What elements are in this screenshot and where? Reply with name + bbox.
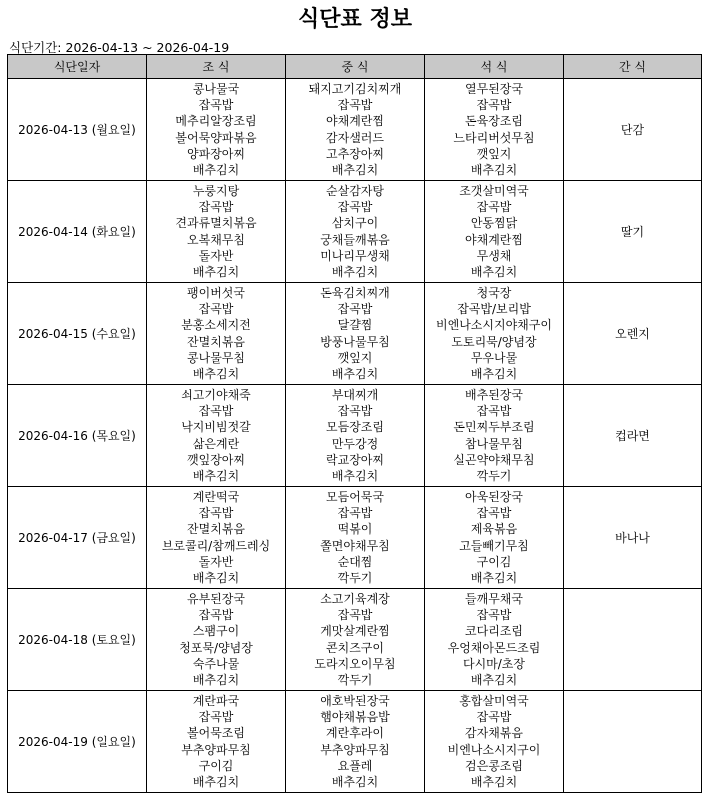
dish-item: 비엔나소시지야채구이 xyxy=(436,318,552,333)
snack-cell xyxy=(564,589,702,691)
date-cell: 2026-04-18 (토요일) xyxy=(8,589,147,691)
dish-item: 계란파국 xyxy=(192,693,240,708)
header-snack: 간 식 xyxy=(564,55,702,79)
dish-item: 돌자반 xyxy=(198,248,234,263)
dish-item: 요플레 xyxy=(337,758,373,773)
dish-item: 배추김치 xyxy=(331,775,379,790)
dish-item: 잡곡밥 xyxy=(337,403,373,418)
snack-cell xyxy=(564,691,702,793)
dish-item: 잡곡밥 xyxy=(476,199,512,214)
dish-item: 게맛살계란찜 xyxy=(320,624,390,639)
dish-item: 배추김치 xyxy=(331,469,379,484)
dish-item: 잡곡밥 xyxy=(476,607,512,622)
lunch-cell xyxy=(286,691,425,793)
breakfast-cell xyxy=(147,487,286,589)
date-cell: 2026-04-14 (화요일) xyxy=(8,181,147,283)
date-cell: 2026-04-16 (목요일) xyxy=(8,385,147,487)
lunch-cell xyxy=(286,79,425,181)
dish-item: 잡곡밥 xyxy=(198,607,234,622)
dish-item: 깍두기 xyxy=(337,571,373,586)
dish-item: 고들빼기무침 xyxy=(459,538,529,553)
dinner-cell xyxy=(425,589,564,691)
dish-item: 깻잎지 xyxy=(476,146,512,161)
dish-item: 순살감자탕 xyxy=(326,183,384,198)
dish-item: 깍두기 xyxy=(337,673,373,688)
dish-item: 만두강정 xyxy=(331,436,379,451)
table-row xyxy=(8,79,702,181)
dish-item: 잡곡밥 xyxy=(337,199,373,214)
lunch-cell xyxy=(286,385,425,487)
dish-item: 도라지오이무침 xyxy=(314,656,396,671)
dish-item: 삼치구이 xyxy=(331,216,379,231)
dish-item: 제육볶음 xyxy=(470,522,518,537)
snack-cell: 단감 xyxy=(564,79,702,181)
date-cell: 2026-04-15 (수요일) xyxy=(8,283,147,385)
dish-item: 잡곡밥 xyxy=(337,97,373,112)
header-dinner: 석 식 xyxy=(425,55,564,79)
dinner-cell xyxy=(425,487,564,589)
dish-item: 배추김치 xyxy=(192,775,240,790)
lunch-cell xyxy=(286,181,425,283)
dish-item: 구이김 xyxy=(198,758,234,773)
dish-item: 누룽지탕 xyxy=(192,183,240,198)
dish-item: 잡곡밥 xyxy=(198,505,234,520)
dinner-cell xyxy=(425,79,564,181)
dish-item: 애호박된장국 xyxy=(320,693,390,708)
dish-item: 부추양파무침 xyxy=(181,742,251,757)
dish-item: 잔멸치볶음 xyxy=(187,334,245,349)
table-row xyxy=(8,385,702,487)
lunch-cell xyxy=(286,487,425,589)
table-header-row xyxy=(8,55,702,79)
dish-item: 배추김치 xyxy=(470,673,518,688)
table-body xyxy=(8,79,702,793)
dish-item: 잡곡밥 xyxy=(476,403,512,418)
dish-item: 부추양파무침 xyxy=(320,742,390,757)
dish-item: 잡곡밥 xyxy=(198,199,234,214)
date-cell: 2026-04-17 (금요일) xyxy=(8,487,147,589)
dish-item: 돌자반 xyxy=(198,554,234,569)
dish-item: 볼어묵양파볶음 xyxy=(175,130,257,145)
dish-item: 궁채들깨볶음 xyxy=(320,232,390,247)
dish-item: 배추된장국 xyxy=(465,387,523,402)
dinner-cell xyxy=(425,385,564,487)
dish-item: 모듬어묵국 xyxy=(326,489,384,504)
dish-item: 부대찌개 xyxy=(331,387,379,402)
snack-cell: 오렌지 xyxy=(564,283,702,385)
dish-item: 쇠고기야채죽 xyxy=(181,387,251,402)
dish-item: 코다리조림 xyxy=(465,624,523,639)
dish-item: 양파장아찌 xyxy=(187,146,245,161)
dish-item: 야채계란찜 xyxy=(465,232,523,247)
header-lunch: 중 식 xyxy=(286,55,425,79)
dish-item: 배추김치 xyxy=(331,265,379,280)
snack-cell: 바나나 xyxy=(564,487,702,589)
dish-item: 배추김치 xyxy=(331,367,379,382)
dish-item: 들깨무채국 xyxy=(465,591,523,606)
lunch-cell xyxy=(286,589,425,691)
dish-item: 낙지비빔젓갈 xyxy=(181,420,251,435)
dish-item: 잡곡밥 xyxy=(198,97,234,112)
breakfast-cell xyxy=(147,79,286,181)
snack-cell: 딸기 xyxy=(564,181,702,283)
dish-item: 계란떡국 xyxy=(192,489,240,504)
menu-table xyxy=(7,54,702,793)
dish-item: 잡곡밥 xyxy=(476,505,512,520)
dish-item: 잡곡밥 xyxy=(476,97,512,112)
dish-item: 배추김치 xyxy=(192,367,240,382)
dish-item: 잡곡밥 xyxy=(476,709,512,724)
dish-item: 돈민찌두부조림 xyxy=(453,420,535,435)
dish-item: 무우나물 xyxy=(470,350,518,365)
table-row xyxy=(8,487,702,589)
breakfast-cell xyxy=(147,385,286,487)
dish-item: 모듬장조림 xyxy=(326,420,384,435)
dish-item: 열무된장국 xyxy=(465,81,523,96)
lunch-cell xyxy=(286,283,425,385)
dish-item: 삶은계란 xyxy=(192,436,240,451)
dish-item: 홍합살미역국 xyxy=(459,693,529,708)
dish-item: 쫄면야채무침 xyxy=(320,538,390,553)
dish-item: 달걀찜 xyxy=(337,318,373,333)
dish-item: 유부된장국 xyxy=(187,591,245,606)
dish-item: 다시마/초장 xyxy=(462,656,525,671)
dish-item: 콘치즈구이 xyxy=(326,640,384,655)
header-breakfast: 조 식 xyxy=(147,55,286,79)
dish-item: 깻잎장아찌 xyxy=(187,452,245,467)
dish-item: 소고기육계장 xyxy=(320,591,390,606)
breakfast-cell xyxy=(147,181,286,283)
dish-item: 감자채볶음 xyxy=(465,726,523,741)
dinner-cell xyxy=(425,283,564,385)
table-row xyxy=(8,589,702,691)
table-row xyxy=(8,691,702,793)
dish-item: 잡곡밥 xyxy=(198,403,234,418)
dish-item: 느타리버섯무침 xyxy=(453,130,535,145)
dish-item: 잡곡밥 xyxy=(198,301,234,316)
dish-item: 메추리알장조림 xyxy=(175,114,257,129)
dish-item: 방풍나물무침 xyxy=(320,334,390,349)
dish-item: 콩나물국 xyxy=(192,81,240,96)
dish-item: 비엔나소시지구이 xyxy=(447,742,541,757)
dish-item: 돼지고기김치찌개 xyxy=(308,81,402,96)
dish-item: 배추김치 xyxy=(470,571,518,586)
dish-item: 잔멸치볶음 xyxy=(187,522,245,537)
dish-item: 청국장 xyxy=(476,285,512,300)
dish-item: 조갯살미역국 xyxy=(459,183,529,198)
dish-item: 우엉채아몬드조림 xyxy=(447,640,541,655)
snack-cell: 컵라면 xyxy=(564,385,702,487)
dish-item: 계란후라이 xyxy=(326,726,384,741)
dish-item: 청포묵/양념장 xyxy=(179,640,253,655)
dish-item: 스팸구이 xyxy=(192,624,240,639)
dish-item: 잡곡밥 xyxy=(198,709,234,724)
dish-item: 배추김치 xyxy=(331,163,379,178)
dish-item: 배추김치 xyxy=(192,571,240,586)
dish-item: 잡곡밥 xyxy=(337,505,373,520)
dish-item: 배추김치 xyxy=(192,163,240,178)
dish-item: 분홍소세지전 xyxy=(181,318,251,333)
dish-item: 배추김치 xyxy=(470,367,518,382)
dish-item: 아욱된장국 xyxy=(465,489,523,504)
dish-item: 돈육김치찌개 xyxy=(320,285,390,300)
dish-item: 견과류멸치볶음 xyxy=(175,216,257,231)
dish-item: 감자샐러드 xyxy=(326,130,384,145)
dish-item: 배추김치 xyxy=(192,673,240,688)
dish-item: 배추김치 xyxy=(470,163,518,178)
dish-item: 배추김치 xyxy=(192,469,240,484)
dish-item: 락교장아찌 xyxy=(326,452,384,467)
dish-item: 팽이버섯국 xyxy=(187,285,245,300)
dish-item: 떡볶이 xyxy=(337,522,373,537)
dish-item: 도토리묵/양념장 xyxy=(451,334,537,349)
dish-item: 돈육장조림 xyxy=(465,114,523,129)
page-title: 식단표 정보 xyxy=(298,7,412,32)
dish-item: 오복채무침 xyxy=(187,232,245,247)
date-cell: 2026-04-13 (월요일) xyxy=(8,79,147,181)
dish-item: 검은콩조림 xyxy=(465,758,523,773)
dish-item: 배추김치 xyxy=(470,265,518,280)
dish-item: 콩나물무침 xyxy=(187,350,245,365)
date-cell: 2026-04-19 (일요일) xyxy=(8,691,147,793)
dish-item: 구이김 xyxy=(476,554,512,569)
dish-item: 안동찜닭 xyxy=(470,216,518,231)
breakfast-cell xyxy=(147,283,286,385)
dish-item: 숙주나물 xyxy=(192,656,240,671)
dinner-cell xyxy=(425,181,564,283)
dish-item: 잡곡밥 xyxy=(337,607,373,622)
dish-item: 야채계란찜 xyxy=(326,114,384,129)
dish-item: 참나물무침 xyxy=(465,436,523,451)
breakfast-cell xyxy=(147,691,286,793)
table-row xyxy=(8,181,702,283)
dish-item: 브로콜리/참깨드레싱 xyxy=(161,538,271,553)
menu-period: 식단기간: 2026-04-13 ~ 2026-04-19 xyxy=(9,40,230,55)
table-row xyxy=(8,283,702,385)
dish-item: 햄야채볶음밥 xyxy=(320,709,390,724)
dish-item: 실곤약야채무침 xyxy=(453,452,535,467)
dish-item: 고추장아찌 xyxy=(326,146,384,161)
dish-item: 깍두기 xyxy=(476,469,512,484)
dish-item: 배추김치 xyxy=(470,775,518,790)
dish-item: 무생채 xyxy=(476,248,512,263)
header-date: 식단일자 xyxy=(8,55,147,79)
breakfast-cell xyxy=(147,589,286,691)
dish-item: 배추김치 xyxy=(192,265,240,280)
dish-item: 볼어묵조림 xyxy=(187,726,245,741)
dinner-cell xyxy=(425,691,564,793)
dish-item: 잡곡밥 xyxy=(337,301,373,316)
dish-item: 잡곡밥/보리밥 xyxy=(457,301,531,316)
dish-item: 미나리무생채 xyxy=(320,248,390,263)
dish-item: 순대찜 xyxy=(337,554,373,569)
dish-item: 깻잎지 xyxy=(337,350,373,365)
